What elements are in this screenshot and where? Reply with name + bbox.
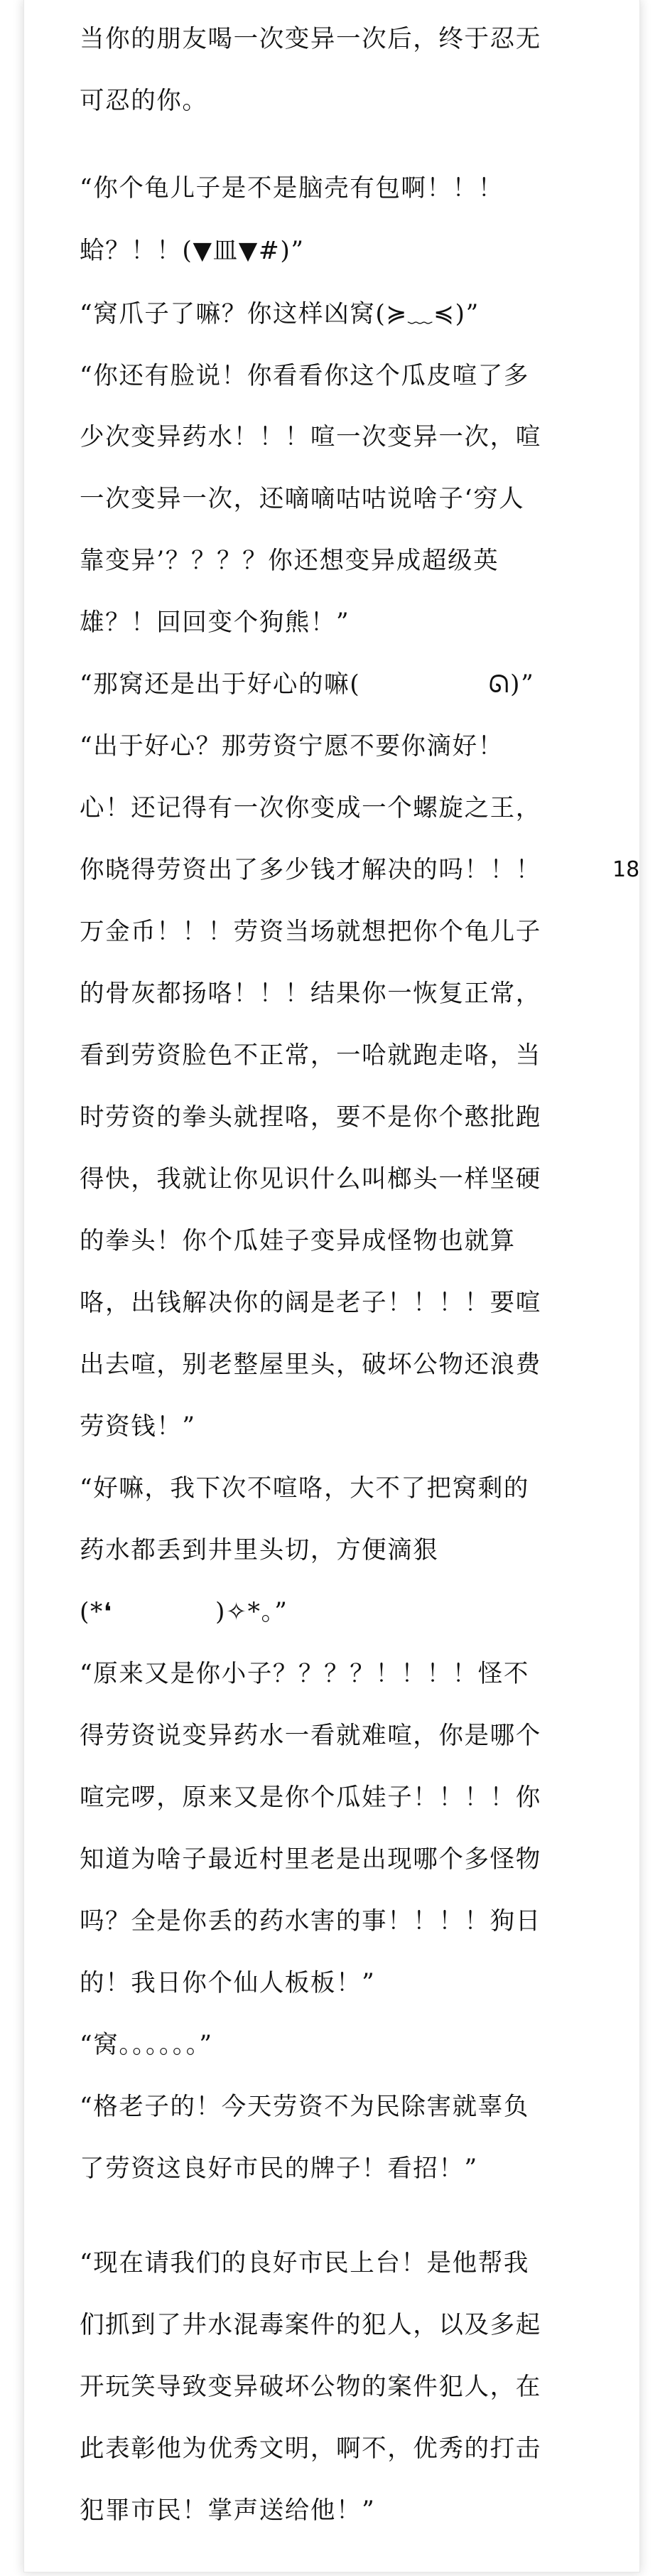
- text-line: “那窝还是出于好心的嘛( ᘏ)”: [80, 670, 535, 699]
- text-line: 的拳头！你个瓜娃子变异成怪物也就算: [80, 1227, 516, 1255]
- text-line: 得劳资说变异药水一看就难喧，你是哪个: [80, 1722, 541, 1750]
- text-line: “好嘛，我下次不喧咯，大不了把窝剩的: [80, 1474, 529, 1503]
- text-line: 们抓到了井水混毒案件的犯人，以及多起: [80, 2311, 541, 2339]
- text-line: 犯罪市民！掌声送给他！”: [80, 2496, 376, 2525]
- text-line: 得快，我就让你见识什么叫榔头一样坚硬: [80, 1165, 541, 1193]
- text-line: 靠变异’？？？？你还想变异成超级英: [80, 547, 499, 575]
- text-line: “窝。。。。。。”: [80, 2031, 213, 2059]
- text-line: 开玩笑导致变异破坏公物的案件犯人，在: [80, 2373, 541, 2401]
- text-line: 雄？！回回变个狗熊！”: [80, 608, 350, 637]
- text-frame: [24, 0, 639, 2572]
- text-line: (*❛ )✧*。”: [80, 1598, 288, 1626]
- text-line: 出去喧，别老整屋里头，破坏公物还浪费: [80, 1351, 541, 1379]
- text-line: 少次变异药水！！！喧一次变异一次，喧: [80, 423, 541, 451]
- text-line: 时劳资的拳头就捏咯，要不是你个憨批跑: [80, 1103, 541, 1132]
- text-line: 可忍的你。: [80, 87, 208, 115]
- text-line: 知道为啥子最近村里老是出现哪个多怪物: [80, 1845, 541, 1874]
- text-line: “原来又是你小子？？？？！！！！怪不: [80, 1660, 529, 1688]
- text-line: 药水都丢到井里头切，方便滴狠: [80, 1536, 439, 1565]
- text-line: “格老子的！今天劳资不为民除害就辜负: [80, 2093, 529, 2121]
- text-line: “窝爪子了嘛？你这样凶窝(≽﹏≼)”: [80, 300, 480, 328]
- text-line: 当你的朋友喝一次变异一次后，终于忍无: [80, 25, 541, 53]
- text-line: “你个龟儿子是不是脑壳有包啊！！！: [80, 174, 504, 203]
- text-line: 万金币！！！劳资当场就想把你个龟儿子: [80, 918, 541, 946]
- text-line: “你还有脸说！你看看你这个瓜皮喧了多: [80, 362, 529, 390]
- text-line: 一次变异一次，还嘀嘀咕咕说啥子‘穷人: [80, 485, 525, 513]
- side-number: 18: [612, 857, 640, 882]
- text-line: 看到劳资脸色不正常，一哈就跑走咯，当: [80, 1041, 541, 1070]
- text-line: 蛤？！！(▼皿▼#)”: [80, 237, 305, 265]
- text-line: 你晓得劳资出了多少钱才解决的吗！！！: [80, 856, 541, 884]
- text-line: 了劳资这良好市民的牌子！看招！”: [80, 2154, 478, 2183]
- text-line: 吗？全是你丢的药水害的事！！！！狗日: [80, 1907, 541, 1936]
- text-line: 劳资钱！”: [80, 1412, 196, 1441]
- text-line: 此表彰他为优秀文明，啊不，优秀的打击: [80, 2435, 541, 2463]
- text-line: 喧完啰，原来又是你个瓜娃子！！！！你: [80, 1783, 541, 1812]
- text-line: 的骨灰都扬咯！！！结果你一恢复正常，: [80, 980, 541, 1008]
- text-line: 心！还记得有一次你变成一个螺旋之王，: [80, 794, 541, 822]
- text-line: “现在请我们的良好市民上台！是他帮我: [80, 2249, 529, 2277]
- text-line: “出于好心？那劳资宁愿不要你滴好！: [80, 732, 504, 761]
- text-line: 的！我日你个仙人板板！”: [80, 1969, 376, 1997]
- text-line: 咯，出钱解决你的阔是老子！！！！要喧: [80, 1289, 541, 1317]
